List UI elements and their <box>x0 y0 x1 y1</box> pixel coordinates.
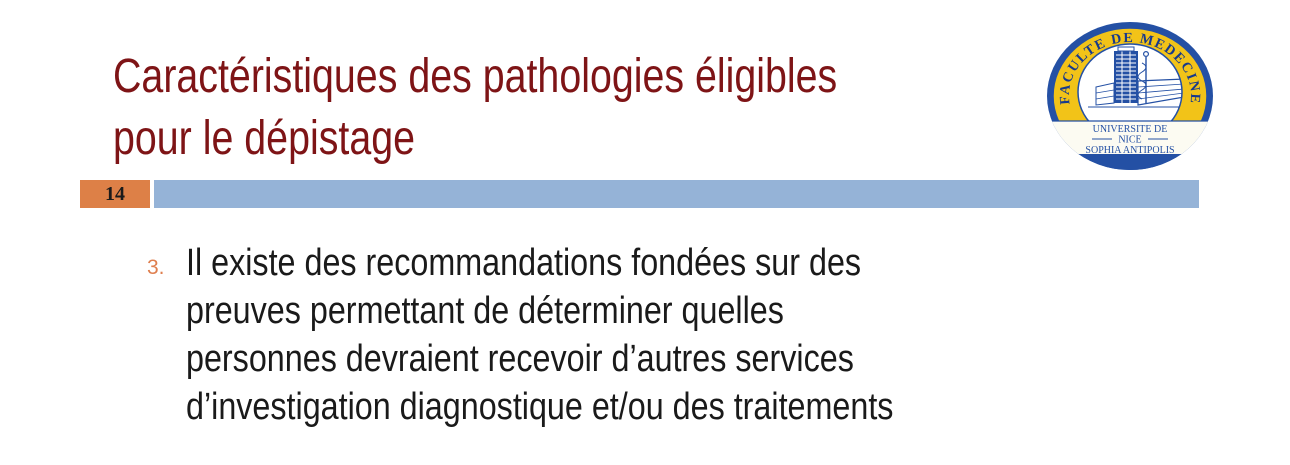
seal-bottom-cap <box>1047 154 1213 171</box>
slide-number-badge: 14 <box>80 180 150 208</box>
seal-arc-text: FACULTE DE MEDECINE <box>1057 30 1203 106</box>
slide-title-line1: Caractéristiques des pathologies éligibles <box>113 50 838 103</box>
university-logo <box>1046 21 1214 171</box>
list-item-text <box>186 239 893 431</box>
list-text-line1: Il existe des recommandations fondées sur des <box>186 242 862 284</box>
seal-band-line3: SOPHIA ANTIPOLIS <box>1085 145 1175 156</box>
divider-bar <box>154 180 1199 208</box>
slide-title-line2: pour le dépistage <box>113 112 415 165</box>
list-text-line4: d’investigation diagnostique et/ou des traitements <box>186 386 894 428</box>
list-text-line2: preuves permettant de déterminer quelles <box>186 290 784 332</box>
seal-band-line1: UNIVERSITE DE <box>1092 124 1168 135</box>
list-item-number: 3. <box>147 256 165 279</box>
list-text-line3: personnes devraient recevoir d’autres services <box>186 338 854 380</box>
slide-title <box>113 46 837 170</box>
faculty-seal-icon <box>1046 21 1214 171</box>
seal-band-line2: NICE <box>1118 134 1142 146</box>
